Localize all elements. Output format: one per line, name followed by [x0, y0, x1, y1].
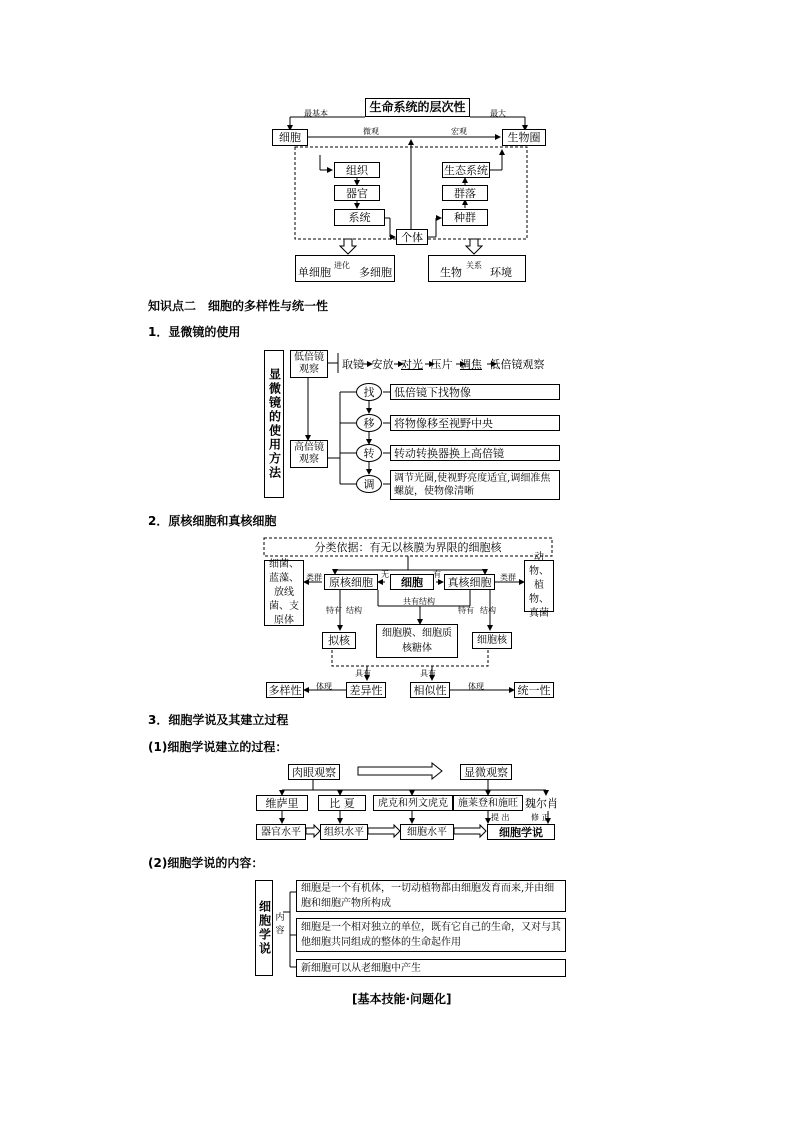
possess-left: 具有	[355, 669, 371, 678]
unique-left: 特有	[326, 606, 342, 615]
possess-right: 具有	[420, 669, 436, 678]
microscope-side-title: 显微镜的使用方法	[264, 350, 284, 498]
evolve-label: 进化	[334, 261, 350, 270]
macro-label: 宏观	[451, 127, 467, 136]
step-place: 安放	[371, 358, 394, 371]
step-find-circle: 找	[356, 383, 382, 401]
environment-label: 环境	[490, 266, 512, 279]
embody-right: 体现	[468, 682, 484, 691]
prokaryote-box: 原核细胞	[324, 574, 378, 590]
population-box: 种群	[442, 209, 488, 226]
difference-box: 差异性	[346, 682, 386, 698]
step-move-circle: 移	[356, 414, 382, 432]
section2-heading: 知识点二 细胞的多样性与统一性	[148, 299, 329, 313]
propose-label: 提 出	[491, 813, 510, 822]
eukaryote-box: 真核细胞	[444, 574, 495, 590]
unity-box: 统一性	[514, 682, 554, 698]
shared-structure-label: 共有结构	[403, 597, 435, 606]
content-heading: (2)细胞学说的内容：	[148, 856, 264, 870]
vesalius-box: 维萨里	[256, 795, 308, 811]
step-turn-circle: 转	[356, 444, 382, 462]
cell-center-box: 细胞	[390, 574, 434, 590]
left-label: 最基本	[304, 109, 328, 118]
micro-label: 微观	[363, 127, 379, 136]
embody-left: 体现	[316, 682, 332, 691]
none-label: 无	[381, 570, 389, 579]
structure-right: 结构	[480, 606, 496, 615]
prokaryote-examples: 细菌、蓝藻、放线菌、支原体	[264, 560, 304, 626]
revise-label: 修 正	[531, 813, 550, 822]
process-heading: (1)细胞学说建立的过程：	[148, 740, 288, 754]
nucleus-box: 细胞核	[472, 632, 512, 649]
common-parts-box: 细胞膜、细胞质核糖体	[376, 624, 458, 658]
theory-item-1: 细胞是一个有机体，一切动植物都由细胞发育而来,并由细胞和细胞产物所构成	[296, 880, 566, 912]
organ-level-box: 器官水平	[256, 824, 306, 840]
bichat-box: 比 夏	[318, 795, 366, 811]
low-power-box: 低倍镜观察	[290, 350, 328, 378]
naked-eye-box: 肉眼观察	[288, 764, 340, 780]
step-turn-text: 转动转换器换上高倍镜	[390, 445, 560, 461]
tissue-level-box: 组织水平	[320, 824, 368, 840]
category-right: 类群	[500, 573, 516, 582]
classification-basis: 分类依据：有无以核膜为界限的细胞核	[314, 541, 502, 554]
step-find-text: 低倍镜下找物像	[390, 384, 560, 400]
has-label: 有	[433, 570, 441, 579]
sub1-heading: 1．显微镜的使用	[148, 325, 241, 339]
unique-right: 特有	[458, 606, 474, 615]
community-box: 群落	[442, 185, 488, 201]
single-cell-label: 单细胞	[298, 266, 331, 279]
low-steps	[342, 358, 592, 371]
system-box: 系统	[334, 209, 385, 226]
relation-label: 关系	[466, 261, 482, 270]
step-move-text: 将物像移至视野中央	[390, 415, 560, 431]
cell-box: 细胞	[272, 129, 308, 146]
step-adjust-text: 调节光圈,使视野亮度适宜,调细准焦螺旋，使物像清晰	[390, 470, 560, 500]
step-take: 取镜	[342, 358, 364, 371]
similarity-box: 相似性	[410, 682, 450, 698]
eukaryote-examples: 动物、植物、真菌	[524, 560, 554, 612]
microscopic-box: 显微观察	[460, 764, 512, 780]
organism-label: 生物	[440, 266, 462, 279]
ecosystem-box: 生态系统	[444, 163, 488, 177]
content-label: 内容	[273, 898, 283, 952]
sub3-heading: 3．细胞学说及其建立过程	[148, 713, 289, 727]
cell-level-box: 细胞水平	[400, 824, 454, 840]
step-slide: 压片	[430, 358, 453, 371]
footer-label: [基本技能·问题化]	[352, 992, 452, 1006]
biosphere-box: 生物圈	[502, 129, 546, 146]
diversity-box: 多样性	[266, 682, 304, 698]
step-focus: 调焦	[460, 358, 482, 371]
tissue-box: 组织	[334, 162, 380, 178]
structure-left: 结构	[346, 606, 362, 615]
step-observe: 低倍镜观察	[489, 358, 545, 371]
high-power-box: 高倍镜观察	[290, 440, 328, 468]
category-left: 类群	[306, 573, 322, 582]
organ-box: 器官	[334, 185, 380, 201]
theory-item-3: 新细胞可以从老细胞中产生	[296, 959, 566, 977]
theory-item-2: 细胞是一个相对独立的单位，既有它自己的生命，又对与其他细胞共同组成的整体的生命起作用	[296, 918, 566, 952]
right-label: 最大	[490, 109, 506, 118]
virchow-label: 魏尔肖	[525, 797, 558, 810]
life-system-title: 生命系统的层次性	[365, 98, 470, 117]
nucleoid-box: 拟核	[322, 632, 356, 649]
hooke-box: 虎克和列文虎克	[373, 795, 453, 811]
theory-side-title: 细胞学说	[255, 880, 273, 976]
step-light: 对光	[401, 358, 423, 371]
schleiden-schwann-box: 施莱登和施旺	[453, 795, 523, 811]
individual-box: 个体	[396, 229, 428, 245]
multi-cell-label: 多细胞	[359, 266, 392, 279]
step-adjust-circle: 调	[356, 475, 382, 493]
cell-theory-box: 细胞学说	[487, 824, 555, 840]
sub2-heading: 2．原核细胞和真核细胞	[148, 514, 277, 528]
